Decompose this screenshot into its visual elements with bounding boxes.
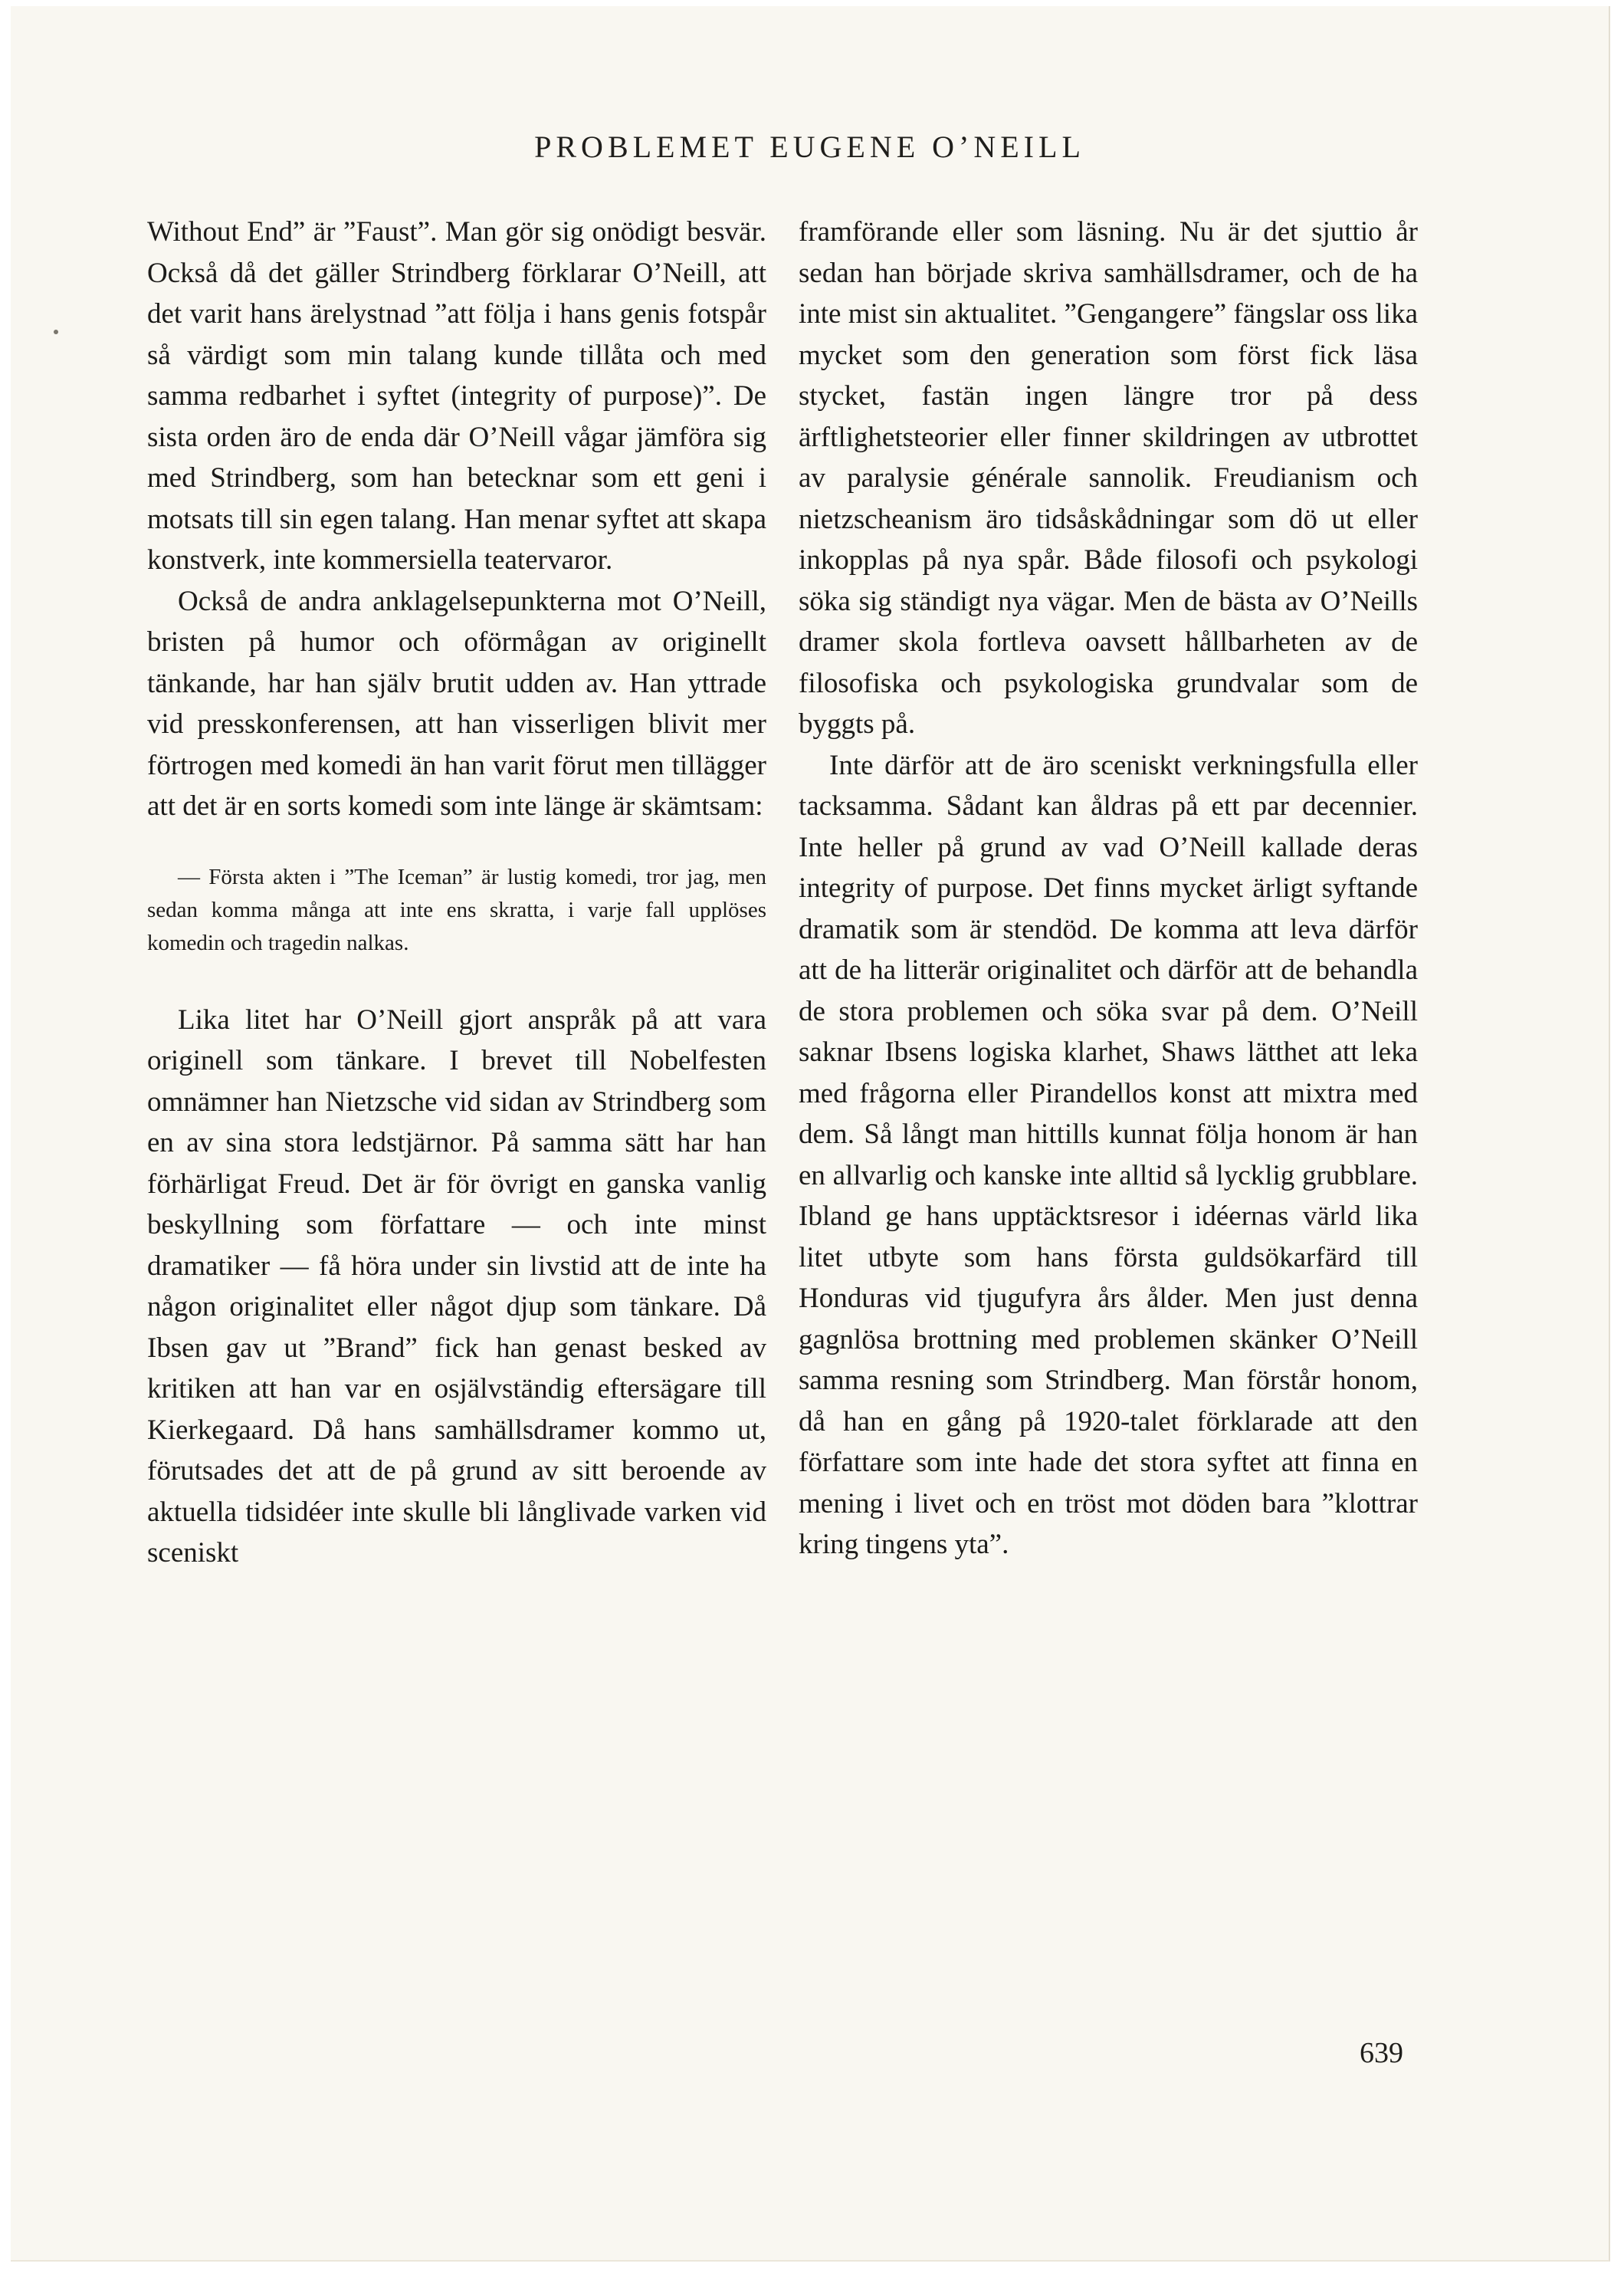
right-column [799,212,1418,1565]
paragraph: Without End” är ”Faust”. Man gör sig onödigt besvär. Också då det gäller Strindberg förklarar O’Neill, att det varit hans ärelystnad ”att följa i hans genis fotspår så värdigt som min talang kunde tillåta och med samma redbarhet i syftet (integrity of purpose)”. De sista orden äro de enda där O’Neill vågar jämföra sig med Strindberg, som han betecknar som ett geni i motsats till sin egen talang. Han menar syftet att skapa konstverk, inte kommersiella teatervaror. [147,216,766,576]
running-title: PROBLEMET EUGENE O’NEILL [534,130,1085,164]
paragraph: Också de andra anklagelsepunkterna mot O’Neill, bristen på humor och oförmågan av originellt tänkande, har han själv brutit udden av. Han yttrade vid presskonferensen, att han visserligen blivit mer förtrogen med komedi än han varit förut men tillägger att det är en sorts komedi som inte länge är skämtsam: [147,585,766,822]
paragraph: framförande eller som läsning. Nu är det sjuttio år sedan han började skriva samhällsdramer, och de ha inte mist sin aktualitet. ”Gengangere” fängslar oss lika mycket som den generation som först fick läsa stycket, fastän ingen längre tror på dess ärftlighetsteorier eller finner skildringen av utbrottet av paralysie générale sannolik. Freudianism och nietzscheanism äro tidsåskådningar som dö ut eller inkopplas på nya spår. Både filosofi och psykologi söka sig ständigt nya vägar. Men de bästa av O’Neills dramer skola fortleva oavsett hållbarheten av de filosofiska och psykologiska grundvalar som de byggts på. [799,216,1418,740]
page-number: 639 [1360,2037,1403,2069]
block-quote: — Första akten i ”The Iceman” är lustig komedi, tror jag, men sedan komma många att inte ens skratta, i varje fall upplöses komedin och tragedin nalkas. [147,864,766,955]
paragraph: Lika litet har O’Neill gjort anspråk på att vara originell som tänkare. I brevet till Nobelfesten omnämner han Nietzsche vid sidan av Strindberg som en av sina stora ledstjärnor. På samma sätt har han förhärligat Freud. Det är för övrigt en ganska vanlig beskyllning som författare — och inte minst dramatiker — få höra under sin livstid att de inte ha någon originalitet eller något djup som tänkare. Då Ibsen gav ut ”Brand” fick han genast besked av kritiken att han var en osjälvständig eftersägare till Kierkegaard. Då hans samhällsdramer kommo ut, förutsades det att de på grund av sitt beroende av aktuella tidsidéer inte skulle bli långlivade varken vid sceniskt [147,1004,766,1569]
paper-speck [54,330,58,334]
book-page [11,6,1610,2262]
left-column [147,212,766,1574]
paragraph: Inte därför att de äro sceniskt verkningsfulla eller tacksamma. Sådant kan åldras på ett par decennier. Inte heller på grund av vad O’Neill kallade deras integrity of purpose. Det finns mycket ärligt syftande dramatik som är stendöd. De komma att leva därför att de ha litterär originalitet och därför att de behandla de stora problemen och söka svar på dem. O’Neill saknar Ibsens logiska klarhet, Shaws lätthet att leka med frågorna eller Pirandellos konst att mixtra med dem. Så långt man hittills kunnat följa honom är han en allvarlig och kanske inte alltid så lycklig grubblare. Ibland ge hans upptäcktsresor i idéernas värld lika litet utbyte som hans första guldsökarfärd till Honduras vid tjugufyra års ålder. Men just denna gagnlösa brottning med problemen skänker O’Neill samma resning som Strindberg. Man förstår honom, då han en gång på 1920-talet förklarade att den författare som inte hade det stora syftet att finna en mening i livet och en tröst mot döden bara ”klottrar kring tingens yta”. [799,749,1418,1560]
